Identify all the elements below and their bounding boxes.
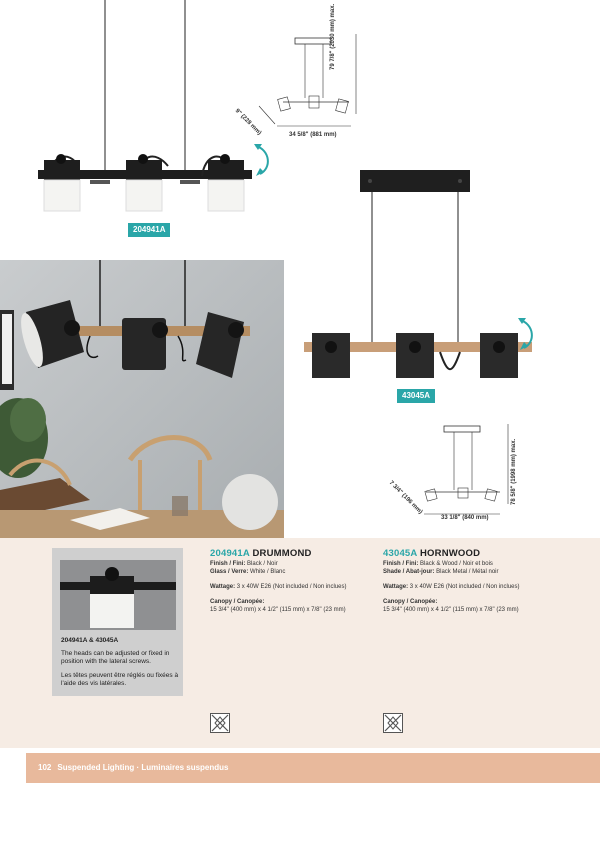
product-name: HORNWOOD (419, 548, 481, 559)
canopy-value: 15 3/4" (400 mm) x 4 1/2" (115 mm) x 7/8" (23 mm) (383, 607, 519, 613)
hornwood-heading (383, 548, 573, 560)
product-code: 43045A (383, 548, 418, 559)
canopy-label-text: Canopy / Canopée: (383, 599, 438, 605)
product-name: DRUMMOND (252, 548, 312, 559)
drummond-height-dim: 79 7/8" (2030 mm) max. (330, 3, 336, 70)
canopy-value: 15 3/4" (400 mm) x 4 1/2" (115 mm) x 7/8" (23 mm) (210, 607, 346, 613)
dry-location-icon (383, 713, 403, 733)
hornwood-badge: 43045A (397, 389, 435, 403)
shade-line (210, 568, 400, 576)
note-text-fr: Les têtes peuvent être réglés ou fixées à l'aide des vis latérales. (61, 672, 179, 687)
hornwood-depth-dim: 7 3/4" (196 mm) (387, 480, 424, 516)
drummond-fixture-image (30, 0, 263, 220)
wattage-label: Wattage: (383, 584, 409, 590)
hornwood-fixture-image (300, 170, 540, 385)
drummond-width-dim: 34 5/8" (881 mm) (289, 132, 337, 138)
finish-value: Black & Wood / Noir et bois (420, 561, 493, 567)
footer-text (38, 763, 228, 772)
shade-label: Glass / Verre: (210, 569, 249, 575)
rotate-arrow-icon (252, 142, 276, 178)
product-code: 204941A (210, 548, 250, 559)
finish-value: Black / Noir (247, 561, 278, 567)
section-title: Suspended Lighting · Luminaires suspendus (57, 763, 229, 772)
page-number: 102 (38, 763, 52, 772)
canopy-label-text: Canopy / Canopée: (210, 599, 265, 605)
wattage-value: 3 x 40W E26 (Not included / Non inclues) (236, 584, 347, 590)
drummond-depth-dim: 9" (228 mm) (233, 108, 263, 137)
drummond-badge: 204941A (128, 223, 170, 237)
finish-line (210, 560, 400, 568)
dry-location-icon (210, 713, 230, 733)
shade-value: White / Blanc (250, 569, 286, 575)
hornwood-width-dim: 33 1/8" (840 mm) (441, 515, 489, 521)
finish-label: Finish / Fini: (383, 561, 419, 567)
wattage-label: Wattage: (210, 584, 236, 590)
rotate-arrow-icon (516, 316, 540, 352)
finish-line (383, 560, 573, 568)
footer-bar (26, 753, 600, 783)
canopy-label (383, 598, 573, 606)
finish-label: Finish / Fini: (210, 561, 246, 567)
wattage-line (210, 583, 400, 591)
room-photo-art (0, 260, 284, 538)
drummond-spec (210, 548, 400, 614)
note-text-en: The heads can be adjusted or fixed in position with the lateral screws. (61, 650, 170, 665)
canopy-label (210, 598, 400, 606)
shade-value: Black Metal / Métal noir (436, 569, 499, 575)
hornwood-spec (383, 548, 573, 614)
drummond-dimension-drawing (255, 30, 365, 130)
note-title: 204941A & 43045A (61, 637, 119, 644)
wattage-value: 3 x 40W E26 (Not included / Non inclues) (409, 584, 520, 590)
room-photo (0, 260, 284, 538)
head-detail-image (60, 560, 176, 630)
wattage-line (383, 583, 573, 591)
shade-label: Shade / Abat-jour: (383, 569, 435, 575)
hornwood-height-dim: 78 5/8" (1998 mm) max. (511, 438, 517, 505)
drummond-heading (210, 548, 400, 560)
shade-line (383, 568, 573, 576)
hornwood-dimension-drawing (400, 420, 520, 520)
